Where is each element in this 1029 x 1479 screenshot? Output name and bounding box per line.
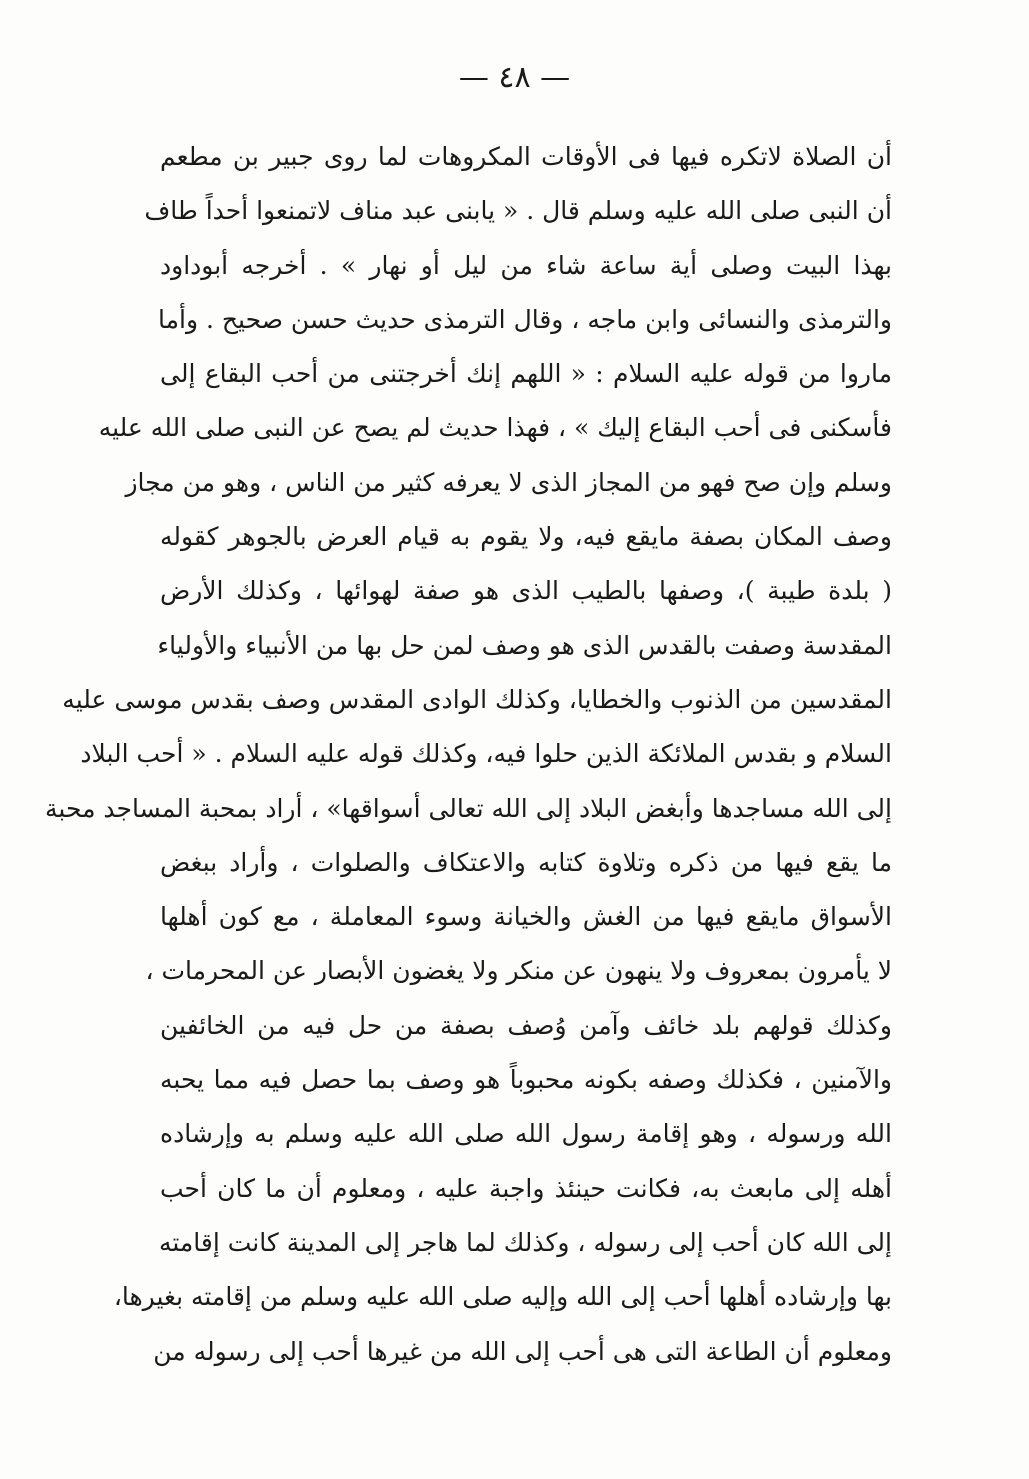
text-line: وكذلك قولهم بلد خائف وآمن وُصف بصفة من حل فيه من الخائفين (160, 1010, 892, 1040)
text-line: الأسواق مايقع فيها من الغش والخيانة وسوء المعاملة ، مع كون أهلها (160, 902, 892, 932)
text-line: أهله إلى مابعث به، فكانت حينئذ واجبة عليه ، ومعلوم أن ما كان أحب (160, 1173, 892, 1203)
text-line: ماروا من قوله عليه السلام : « اللهم إنك أخرجتنى من أحب البقاع إلى (160, 359, 892, 389)
text-line: وسلم وإن صح فهو من المجاز الذى لا يعرفه كثير من الناس ، وهو من مجاز (125, 467, 892, 497)
text-line: وصف المكان بصفة مايقع فيه، ولا يقوم به قيام العرض بالجوهر كقوله (160, 522, 892, 552)
text-line: أن الصلاة لاتكره فيها فى الأوقات المكروهات لما روى جبير بن مطعم (160, 142, 892, 171)
text-line: الله ورسوله ، وهو إقامة رسول الله صلى الله عليه وسلم به وإرشاده (160, 1119, 892, 1149)
text-line: المقدسة وصفت بالقدس الذى هو وصف لمن حل بها من الأنبياء والأولياء (157, 630, 892, 660)
text-line: بهذا البيت وصلى أية ساعة شاء من ليل أو نهار » . أخرجه أبوداود (160, 250, 892, 280)
text-line: ( بلدة طيبة )، وصفها بالطيب الذى هو صفة لهوائها ، وكذلك الأرض (160, 576, 892, 606)
text-line: والترمذى والنسائى وابن ماجه ، وقال الترمذى حديث حسن صحيح . وأما (158, 304, 892, 334)
body-text (45, 130, 892, 1379)
text-line: إلى الله مساجدها وأبغض البلاد إلى الله تعالى أسواقها» ، أراد بمحبة المساجد محبة (45, 793, 892, 823)
text-line: فأسكنى فى أحب البقاع إليك » ، فهذا حديث لم يصح عن النبى صلى الله عليه (98, 413, 892, 443)
text-line: لا يأمرون بمعروف ولا ينهون عن منكر ولا يغضون الأبصار عن المحرمات ، (145, 956, 892, 986)
text-line: إلى الله كان أحب إلى رسوله ، وكذلك لما هاجر إلى المدينة كانت إقامته (158, 1227, 892, 1257)
text-line: أن النبى صلى الله عليه وسلم قال . « يابنى عبد مناف لاتمنعوا أحداً طاف (144, 196, 892, 226)
text-line: المقدسين من الذنوب والخطايا، وكذلك الوادى المقدس وصف بقدس موسى عليه (62, 684, 892, 714)
text-line: ومعلوم أن الطاعة التى هى أحب إلى الله من غيرها أحب إلى رسوله من (153, 1336, 892, 1366)
text-line: والآمنين ، فكذلك وصفه بكونه محبوباً هو وصف بما حصل فيه مما يحبه (160, 1065, 892, 1095)
text-line: السلام و بقدس الملائكة الذين حلوا فيه، وكذلك قوله عليه السلام . « أحب البلاد (80, 739, 892, 769)
text-line: بها وإرشاده أهلها أحب إلى الله وإليه صلى الله عليه وسلم من إقامته بغيرها، (113, 1282, 892, 1312)
page-number: — ٤٨ — (458, 60, 571, 95)
text-line: ما يقع فيها من ذكره وتلاوة كتابه والاعتكاف والصلوات ، وأراد ببغض (160, 847, 892, 877)
